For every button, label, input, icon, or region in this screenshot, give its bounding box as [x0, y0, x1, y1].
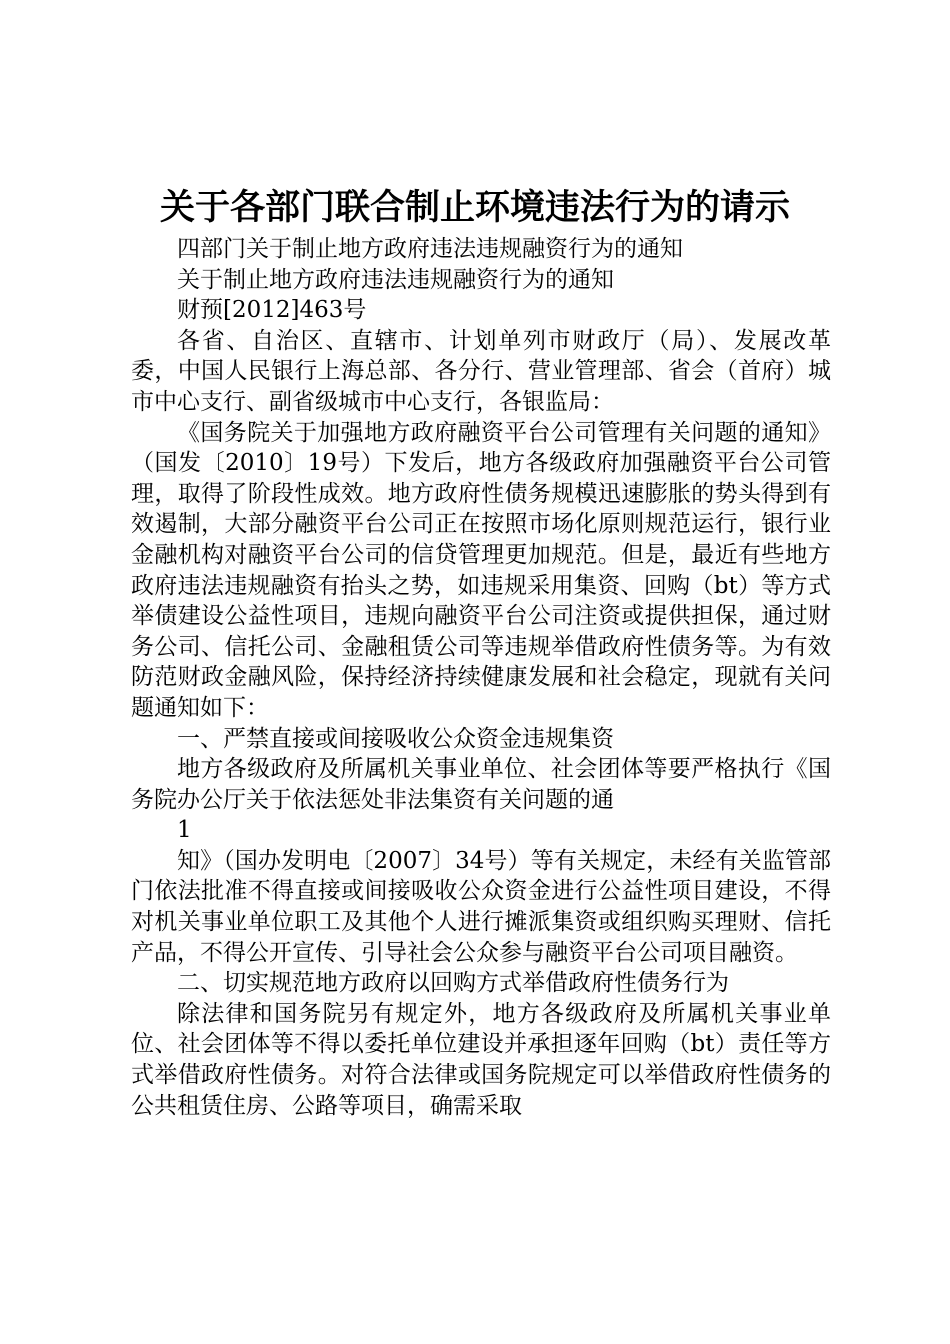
paragraph-section-2: 除法律和国务院另有规定外，地方各级政府及所属机关事业单位、社会团体等不得以委托单位建设并承担逐年回购（bt）责任等方式举借政府性债务。对符合法律或国务院规定可以举借政府性债务的公共租赁住房、公路等项目，确需采取: [131, 1000, 831, 1119]
section-heading-2: 二、切实规范地方政府以回购方式举借政府性债务行为: [177, 970, 729, 997]
page-number: 1: [177, 817, 192, 844]
document-title: 关于各部门联合制止环境违法行为的请示: [159, 187, 790, 228]
document-body: [131, 234, 831, 1121]
paragraph-addressees: 各省、自治区、直辖市、计划单列市财政厅（局）、发展改革委，中国人民银行上海总部、各分行、营业管理部、省会（首府）城市中心支行、副省级城市中心支行，各银监局：: [131, 327, 831, 415]
document-number: 财预[2012]463号: [177, 297, 367, 324]
paragraph-background: 《国务院关于加强地方政府融资平台公司管理有关问题的通知》（国发〔2010〕19号）下发后，地方各级政府加强融资平台公司管理，取得了阶段性成效。地方政府性债务规模迅速膨胀的势头得到有效遏制，大部分融资平台公司正在按照市场化原则规范运行，银行业金融机构对融资平台公司的信贷管理更加规范。但是，最近有些地方政府违法违规融资有抬头之势，如违规采用集资、回购（bt）等方式举债建设公益性项目，违规向融资平台公司注资或提供担保，通过财务公司、信托公司、金融租赁公司等违规举借政府性债务等。为有效防范财政金融风险，保持经济持续健康发展和社会稳定，现就有关问题通知如下：: [131, 419, 831, 721]
paragraph-section-1-cont: 知》（国办发明电〔2007〕34号）等有关规定，未经有关监管部门依法批准不得直接或间接吸收公众资金进行公益性项目建设，不得对机关事业单位职工及其他个人进行摊派集资或组织购买理财、信托产品，不得公开宣传、引导社会公众参与融资平台公司项目融资。: [131, 847, 831, 966]
paragraph-heading-1: 四部门关于制止地方政府违法违规融资行为的通知: [177, 236, 683, 262]
paragraph-heading-2: 关于制止地方政府违法违规融资行为的通知: [177, 266, 614, 293]
section-heading-1: 一、严禁直接或间接吸收公众资金违规集资: [177, 725, 614, 752]
paragraph-section-1: 地方各级政府及所属机关事业单位、社会团体等要严格执行《国务院办公厅关于依法惩处非法集资有关问题的通: [131, 756, 831, 813]
